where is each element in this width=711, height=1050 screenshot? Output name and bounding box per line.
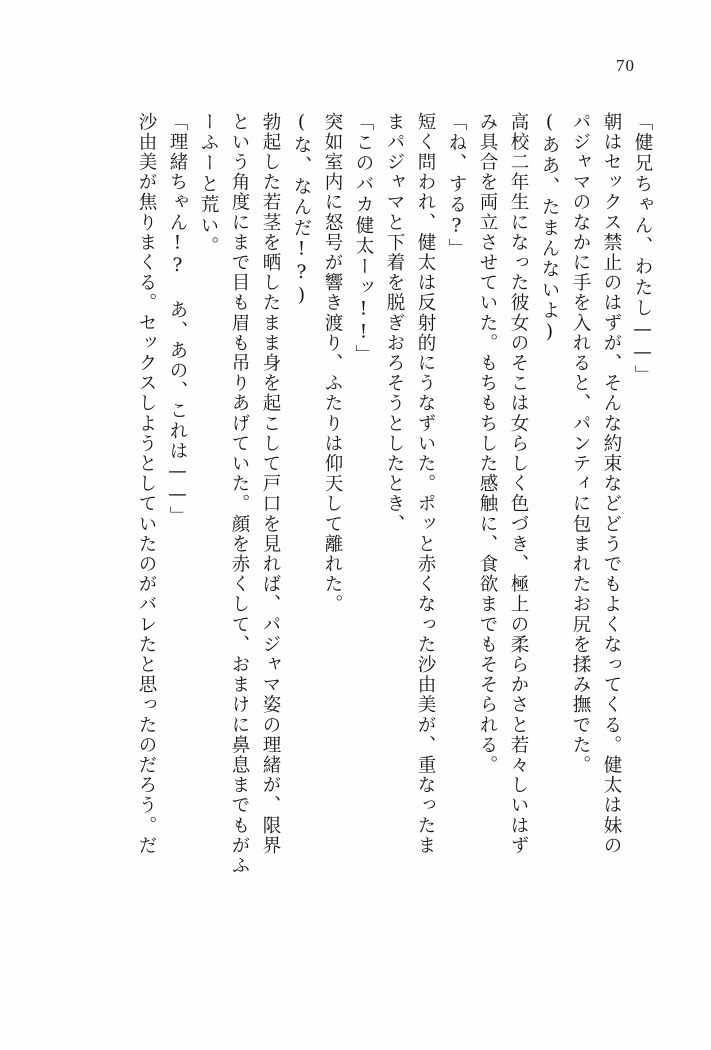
text-line: ーふーと荒い。: [198, 112, 219, 257]
text-line: (な、なんだ!?): [291, 112, 312, 309]
text-line: 短く問われ、健太は反射的にうなずいた。ポッと赤くなった沙由美が、重なったま: [415, 112, 436, 856]
text-line: 沙由美が焦りまくる。セックスしようとしていたのがバレたと思ったのだろう。だ: [136, 112, 157, 856]
text-line: 勃起した若茎を晒したまま身を起こして戸口を見れば、パジャマ姿の理緒が、限界: [260, 112, 281, 856]
text-line: まパジャマと下着を脱ぎおろそうとしたとき、: [384, 112, 405, 535]
text-line: み具合を両立させていた。もちもちした感触に、食欲までもそそられる。: [477, 112, 498, 776]
text-line: 朝はセックス禁止のはずが、そんな約束などどうでもよくなってくる。健太は妹の: [601, 112, 622, 856]
text-line: (ああ、たまんないよ): [539, 112, 560, 345]
text-line: 突如室内に怒号が響き渡り、ふたりは仰天して離れた。: [322, 112, 343, 615]
text-line: 高校二年生になった彼女のそこは女らしく色づき、極上の柔らかさと若々しいはず: [508, 112, 529, 856]
text-line: という角度にまで目も眉も吊りあげていた。顔を赤くして、おまけに鼻息までもがふ: [229, 112, 250, 876]
text-line: 「健兄ちゃん、わたし——」: [632, 112, 653, 387]
text-line: 「このバカ健太ーッ!!」: [353, 112, 374, 366]
page-number: 70: [616, 56, 635, 75]
text-line: 「理緒ちゃん!? あ、あの、これは——」: [167, 112, 188, 527]
text-line: 「ね、する?」: [446, 112, 467, 260]
text-line: パジャマのなかに手を入れると、パンティに包まれたお尻を揉み撫でた。: [570, 112, 591, 776]
vertical-text-block: [52, 112, 651, 972]
